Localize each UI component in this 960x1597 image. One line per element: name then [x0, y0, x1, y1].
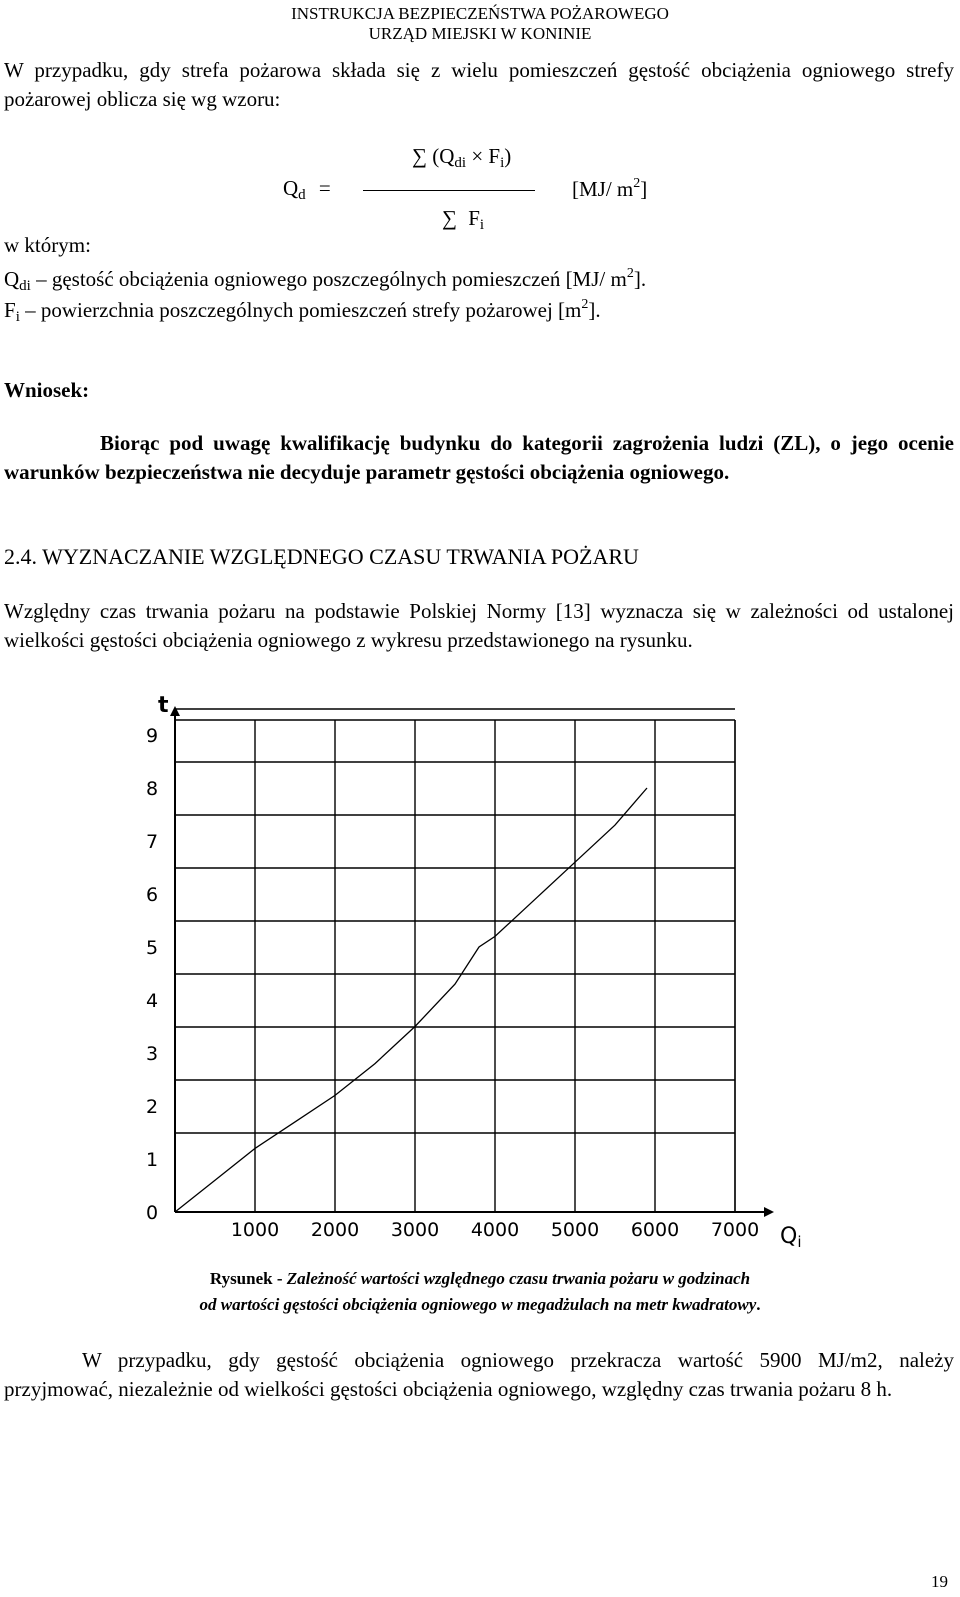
header-line-1: INSTRUKCJA BEZPIECZEŃSTWA POŻAROWEGO	[291, 4, 669, 23]
x-axis-label-main: Q	[780, 1224, 798, 1249]
conclusion-text: Biorąc pod uwagę kwalifikację budynku do kategorii zagrożenia ludzi (ZL), o jego ocenie warunków bezpieczeństwa nie decyduje parametr gęstości obciążenia ogniowego.	[4, 431, 954, 484]
header-line-2: URZĄD MIEJSKI W KONINIE	[368, 24, 592, 43]
intro-paragraph: W przypadku, gdy strefa pożarowa składa się z wielu pomieszczeń gęstość obciążenia ogniowego strefy pożarowej oblicza się wg wzoru:	[4, 58, 954, 111]
definition-fi	[4, 290, 954, 332]
y-tick-label: 3	[145, 1043, 159, 1065]
caption-line-1	[0, 1266, 960, 1292]
y-tick-label: 7	[145, 831, 159, 853]
where-label: w którym:	[4, 233, 91, 257]
caption-line-2	[0, 1292, 960, 1318]
chart-series	[175, 788, 647, 1212]
times-symbol: ×	[471, 144, 484, 168]
x-tick-label: 3000	[390, 1219, 440, 1241]
section-paragraph: Względny czas trwania pożaru na podstawie Polskiej Normy [13] wyznacza się w zależności od ustalonej wielkości gęstości obciążenia ogniowego z wykresu przedstawionego na rysunku.	[4, 599, 954, 652]
def-symbol: F	[4, 298, 16, 322]
def-symbol-sub: i	[15, 309, 20, 325]
numerator-close: )	[504, 144, 512, 168]
den-sum-symbol: ∑	[442, 206, 457, 230]
formula-unit	[572, 176, 647, 202]
running-header	[0, 4, 960, 44]
figure-caption	[0, 1266, 960, 1318]
series-line	[175, 788, 647, 1212]
den-f: F	[468, 206, 480, 230]
time-vs-fire-load-chart	[0, 680, 960, 1270]
numerator-q-sub: di	[454, 155, 467, 171]
def-text: – powierzchnia poszczególnych pomieszczeń strefy pożarowej [m	[19, 298, 582, 322]
caption-prefix: Rysunek -	[209, 1269, 287, 1288]
y-axis-label: t	[158, 693, 169, 718]
def-symbol-sub: di	[19, 278, 31, 294]
equals-sign: =	[318, 176, 331, 200]
chart-grid	[175, 709, 735, 1212]
chart-axes	[170, 706, 774, 1217]
x-tick-label: 1000	[230, 1219, 280, 1241]
numerator-f: F	[488, 144, 501, 168]
y-tick-label: 4	[145, 990, 159, 1012]
y-tick-label: 2	[145, 1096, 159, 1118]
numerator-f-sub: i	[500, 155, 505, 171]
sum-symbol: ∑	[412, 144, 427, 168]
unit-sup: 2	[633, 176, 641, 191]
fraction-bar	[363, 190, 535, 191]
den-f-sub: i	[479, 217, 485, 233]
numerator-q: (Q	[432, 144, 455, 168]
lhs-q: Q	[283, 176, 299, 200]
y-tick-label: 9	[145, 725, 159, 747]
page-number: 19	[931, 1572, 948, 1591]
x-tick-label: 2000	[310, 1219, 360, 1241]
caption-text-2: od wartości gęstości obciążenia ogniowego w megadżulach na metr kwadratowy	[199, 1295, 757, 1314]
def-text: – gęstość obciążenia ogniowego poszczególnych pomieszczeń [MJ/ m	[30, 267, 627, 291]
def-sup: 2	[626, 266, 634, 281]
final-paragraph: W przypadku, gdy gęstość obciążenia ogniowego przekracza wartość 5900 MJ/m2, należy przyjmować, niezależnie od wielkości gęstości obciążenia ogniowego, względny czas trwania pożaru 8 h.	[4, 1348, 954, 1401]
y-tick-label: 1	[145, 1149, 159, 1171]
def-end: ].	[633, 267, 647, 291]
x-tick-label: 5000	[550, 1219, 600, 1241]
section-heading: 2.4. WYZNACZANIE WZGLĘDNEGO CZASU TRWANIA POŻARU	[4, 544, 639, 569]
lhs-sub: d	[298, 187, 306, 203]
caption-text-1: Zależność wartości względnego czasu trwania pożaru w godzinach	[286, 1269, 751, 1288]
y-tick-label: 5	[145, 937, 159, 959]
y-tick-label: 0	[145, 1202, 159, 1224]
def-end: ].	[588, 298, 601, 322]
formula-numerator	[412, 144, 511, 172]
y-tick-label: 8	[145, 778, 159, 800]
chart-ticks	[146, 725, 759, 1241]
caption-end: .	[756, 1295, 761, 1314]
x-tick-label: 7000	[710, 1219, 760, 1241]
y-tick-label: 6	[145, 884, 159, 906]
y-axis-arrow	[170, 706, 180, 716]
x-tick-label: 4000	[470, 1219, 520, 1241]
x-tick-label: 6000	[630, 1219, 680, 1241]
x-axis-arrow	[764, 1207, 774, 1217]
x-axis-label	[780, 1224, 802, 1251]
unit-prefix: [MJ/ m	[572, 177, 634, 201]
formula-lhs	[283, 176, 331, 204]
def-symbol: Q	[4, 267, 20, 291]
unit-suffix: ]	[640, 177, 648, 201]
def-sup: 2	[581, 297, 589, 312]
formula-denominator	[442, 206, 484, 234]
conclusion-label: Wniosek:	[4, 378, 90, 402]
x-axis-label-sub: i	[797, 1233, 802, 1251]
